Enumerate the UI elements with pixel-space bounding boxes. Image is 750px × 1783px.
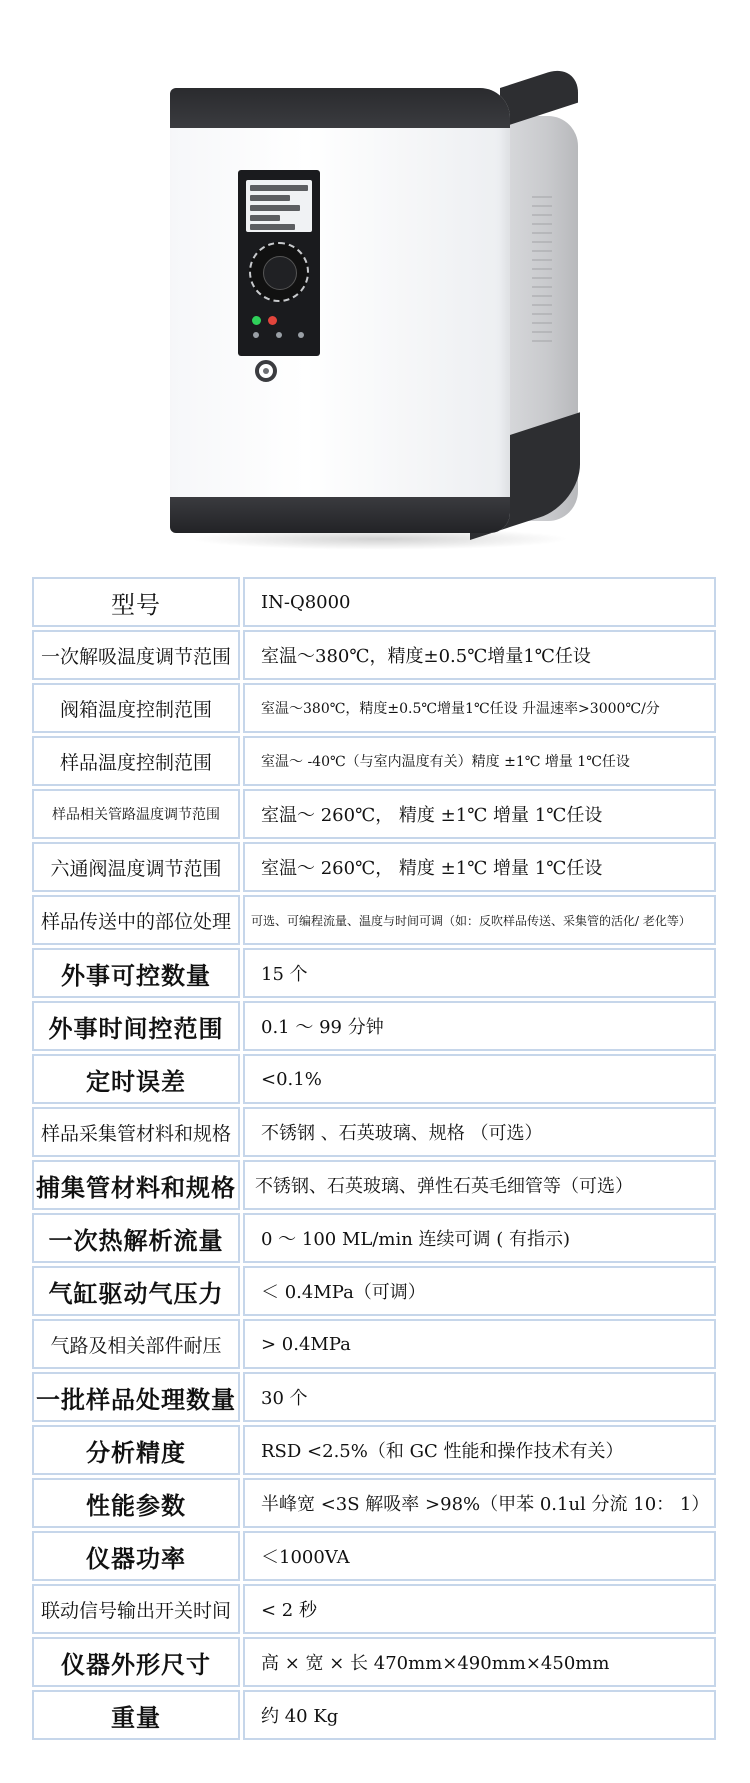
power-led: [252, 316, 261, 325]
spec-label: 型号: [32, 577, 240, 627]
table-row: [32, 1054, 716, 1104]
spec-value: <0.1%: [243, 1054, 716, 1104]
spec-value: 0.1 ～ 99 分钟: [243, 1001, 716, 1051]
table-row: [32, 736, 716, 786]
spec-value: 高 × 宽 × 长 470mm×490mm×450mm: [243, 1637, 716, 1687]
spec-label: 定时误差: [32, 1054, 240, 1104]
spec-label: 样品温度控制范围: [32, 736, 240, 786]
spec-label: 样品采集管材料和规格: [32, 1107, 240, 1157]
spec-label: 联动信号输出开关时间: [32, 1584, 240, 1634]
spec-label: 性能参数: [32, 1478, 240, 1528]
spec-value: 0 ～ 100 ML/min 连续可调 ( 有指示): [243, 1213, 716, 1263]
spec-value: 不锈钢、石英玻璃、弹性石英毛细管等（可选）: [243, 1160, 716, 1210]
spec-value: 室温～ -40℃（与室内温度有关）精度 ±1℃ 增量 1℃任设: [243, 736, 716, 786]
spec-value: ＜1000VA: [243, 1531, 716, 1581]
table-row: [32, 1372, 716, 1422]
table-row: [32, 1531, 716, 1581]
table-row: [32, 1160, 716, 1210]
table-row: [32, 577, 716, 627]
spec-value: 不锈钢 、石英玻璃、规格 （可选）: [243, 1107, 716, 1157]
spec-label: 分析精度: [32, 1425, 240, 1475]
top-trim: [170, 88, 510, 128]
thermal-desorber-unit: [170, 88, 580, 540]
spec-label: 重量: [32, 1690, 240, 1740]
lcd-screen: [246, 180, 312, 232]
table-row: [32, 683, 716, 733]
spec-label: 气缸驱动气压力: [32, 1266, 240, 1316]
product-photo: [0, 0, 750, 565]
table-row: [32, 1478, 716, 1528]
spec-value: ＜ 0.4MPa（可调）: [243, 1266, 716, 1316]
table-row: [32, 1319, 716, 1369]
spec-value: > 0.4MPa: [243, 1319, 716, 1369]
control-panel: [238, 170, 320, 356]
table-row: [32, 1584, 716, 1634]
table-row: [32, 1690, 716, 1740]
alarm-led: [268, 316, 277, 325]
spec-table: [29, 574, 719, 1743]
table-row: [32, 630, 716, 680]
spec-value: 可选、可编程流量、温度与时间可调（如：反吹样品传送、采集管的活化/ 老化等）: [243, 895, 716, 945]
unit-front: [170, 88, 510, 533]
gas-inlet-port: [255, 360, 277, 382]
bottom-trim: [170, 497, 510, 533]
panel-button-3: [298, 332, 304, 338]
spec-label: 外事可控数量: [32, 948, 240, 998]
spec-label: 一次解吸温度调节范围: [32, 630, 240, 680]
table-row: [32, 1107, 716, 1157]
spec-value: RSD <2.5%（和 GC 性能和操作技术有关）: [243, 1425, 716, 1475]
spec-label: 样品传送中的部位处理: [32, 895, 240, 945]
spec-value: 室温～ 260℃， 精度 ±1℃ 增量 1℃任设: [243, 789, 716, 839]
spec-label: 捕集管材料和规格: [32, 1160, 240, 1210]
spec-value: 30 个: [243, 1372, 716, 1422]
spec-value: 室温～380℃，精度±0.5℃增量1℃任设: [243, 630, 716, 680]
spec-label: 气路及相关部件耐压: [32, 1319, 240, 1369]
spec-value: 约 40 Kg: [243, 1690, 716, 1740]
side-vents: [532, 196, 552, 346]
spec-value: 室温～380℃，精度±0.5℃增量1℃任设 升温速率>3000℃/分: [243, 683, 716, 733]
spec-value: 15 个: [243, 948, 716, 998]
spec-value: < 2 秒: [243, 1584, 716, 1634]
spec-value: 室温～ 260℃， 精度 ±1℃ 增量 1℃任设: [243, 842, 716, 892]
spec-label: 一次热解析流量: [32, 1213, 240, 1263]
spec-value: 半峰宽 <3S 解吸率 >98%（甲苯 0.1ul 分流 10： 1）: [243, 1478, 716, 1528]
table-row: [32, 1266, 716, 1316]
table-row: [32, 948, 716, 998]
sample-carousel-dial: [249, 242, 309, 302]
table-row: [32, 1213, 716, 1263]
panel-button-2: [276, 332, 282, 338]
table-row: [32, 895, 716, 945]
table-row: [32, 789, 716, 839]
spec-label: 一批样品处理数量: [32, 1372, 240, 1422]
table-row: [32, 1425, 716, 1475]
table-row: [32, 842, 716, 892]
spec-label: 六通阀温度调节范围: [32, 842, 240, 892]
table-row: [32, 1001, 716, 1051]
panel-button-1: [253, 332, 259, 338]
table-row: [32, 1637, 716, 1687]
spec-label: 样品相关管路温度调节范围: [32, 789, 240, 839]
spec-label: 仪器外形尺寸: [32, 1637, 240, 1687]
spec-label: 外事时间控范围: [32, 1001, 240, 1051]
spec-label: 仪器功率: [32, 1531, 240, 1581]
spec-label: 阀箱温度控制范围: [32, 683, 240, 733]
spec-value: IN-Q8000: [243, 577, 716, 627]
